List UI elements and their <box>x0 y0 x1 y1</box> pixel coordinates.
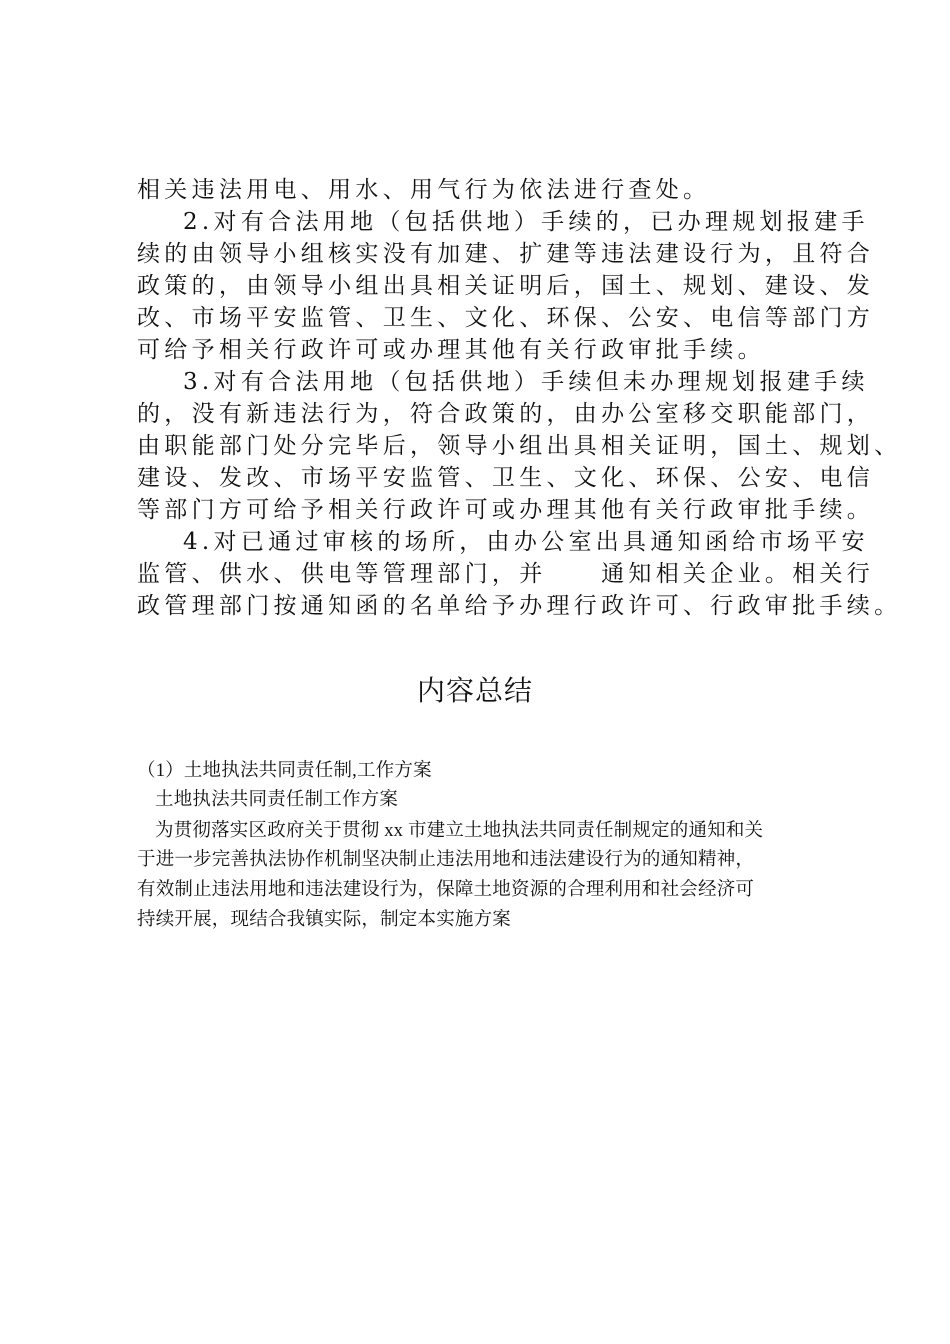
paragraph-line: 改、市场平安监管、卫生、文化、环保、公安、电信等部门方 <box>137 305 875 331</box>
summary-line: 土地执法共同责任制工作方案 <box>155 790 399 810</box>
paragraph-line: 的，没有新违法行为，符合政策的，由办公室移交职能部门， <box>137 401 875 427</box>
paragraph-line: 由职能部门处分完毕后，领导小组出具相关证明，国土、规划、 <box>137 433 902 459</box>
paragraph-line: 政策的，由领导小组出具相关证明后，国土、规划、建设、发 <box>137 273 875 299</box>
paragraph-line: 建设、发改、市场平安监管、卫生、文化、环保、公安、电信 <box>137 465 875 491</box>
paragraph-line: 可给予相关行政许可或办理其他有关行政审批手续。 <box>137 337 765 363</box>
paragraph-line: 3.对有合法用地（包括供地）手续但未办理规划报建手续 <box>183 369 869 395</box>
summary-heading: 内容总结 <box>416 674 533 707</box>
summary-line: （1）土地执法共同责任制,工作方案 <box>137 761 432 781</box>
paragraph-line: 监管、供水、供电等管理部门，并 通知相关企业。相关行 <box>137 561 875 587</box>
summary-line: 为贯彻落实区政府关于贯彻 xx 市建立土地执法共同责任制规定的通知和关 <box>155 821 764 841</box>
paragraph-line: 2.对有合法用地（包括供地）手续的，已办理规划报建手 <box>183 209 869 235</box>
paragraph-line: 4.对已通过审核的场所，由办公室出具通知函给市场平安 <box>183 529 869 555</box>
summary-line: 有效制止违法用地和违法建设行为，保障土地资源的合理利用和社会经济可 <box>137 880 755 900</box>
paragraph-line: 政管理部门按通知函的名单给予办理行政许可、行政审批手续。 <box>137 593 902 619</box>
paragraph-line: 相关违法用电、用水、用气行为依法进行查处。 <box>137 177 711 203</box>
summary-line: 于进一步完善执法协作机制坚决制止违法用地和违法建设行为的通知精神， <box>137 850 755 870</box>
summary-line: 持续开展，现结合我镇实际，制定本实施方案 <box>137 910 512 930</box>
paragraph-line: 等部门方可给予相关行政许可或办理其他有关行政审批手续。 <box>137 497 875 523</box>
paragraph-line: 续的由领导小组核实没有加建、扩建等违法建设行为，且符合 <box>137 241 875 267</box>
